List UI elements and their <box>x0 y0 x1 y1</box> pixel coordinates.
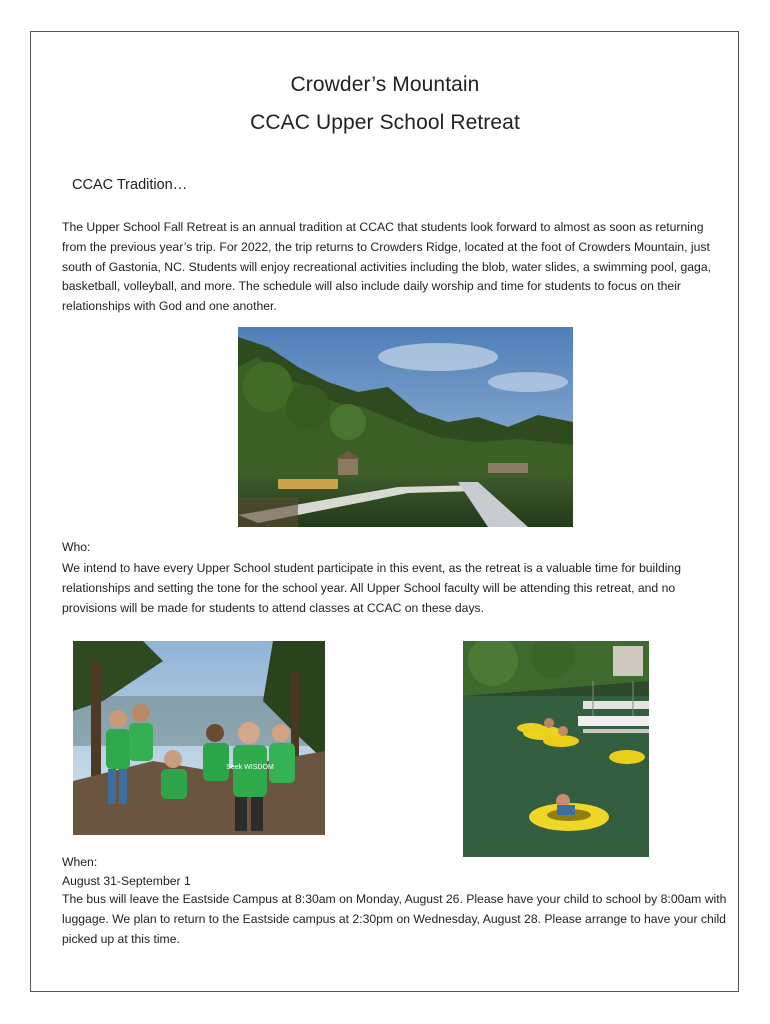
page-subtitle: CCAC Upper School Retreat <box>250 111 520 134</box>
page-title: Crowder’s Mountain <box>290 73 480 96</box>
tradition-paragraph: The Upper School Fall Retreat is an annual tradition at CCAC that students look forward to almost as soon as returning from the previous year’s trip. For 2022, the trip returns to Crowders Ridge, located at the foot of Crowders Mountain, just south of Gastonia, NC. Students will enjoy recreational activities including the blob, water slides, a swimming pool, gaga, basketball, volleyball, and more. The schedule will also include daily worship and time for students to focus on their relationships with God and one another. <box>62 220 711 314</box>
shirt-text: Seek WISDOM <box>226 764 274 771</box>
lake-pool-photo <box>238 327 573 527</box>
who-label: Who: <box>62 540 91 554</box>
when-paragraph: The bus will leave the Eastside Campus at 8:30am on Monday, August 26. Please have your child to school by 8:00am with luggage. We plan to return to the Eastside campus at 2:30pm on Wednesday, August 28. Please arrange to have your child picked up at this time. <box>62 892 727 946</box>
tubing-lake-photo <box>463 641 649 857</box>
who-paragraph: We intend to have every Upper School student participate in this event, as the retreat is a valuable time for building relationships and setting the tone for the school year. All Upper School faculty will be attending this retreat, and no provisions will be made for students to attend classes at CCAC on these days. <box>62 561 681 615</box>
when-label: When: <box>62 855 98 869</box>
students-hiking-photo <box>73 641 325 835</box>
tradition-heading: CCAC Tradition… <box>72 177 188 193</box>
when-dates: August 31-September 1 <box>62 874 191 888</box>
